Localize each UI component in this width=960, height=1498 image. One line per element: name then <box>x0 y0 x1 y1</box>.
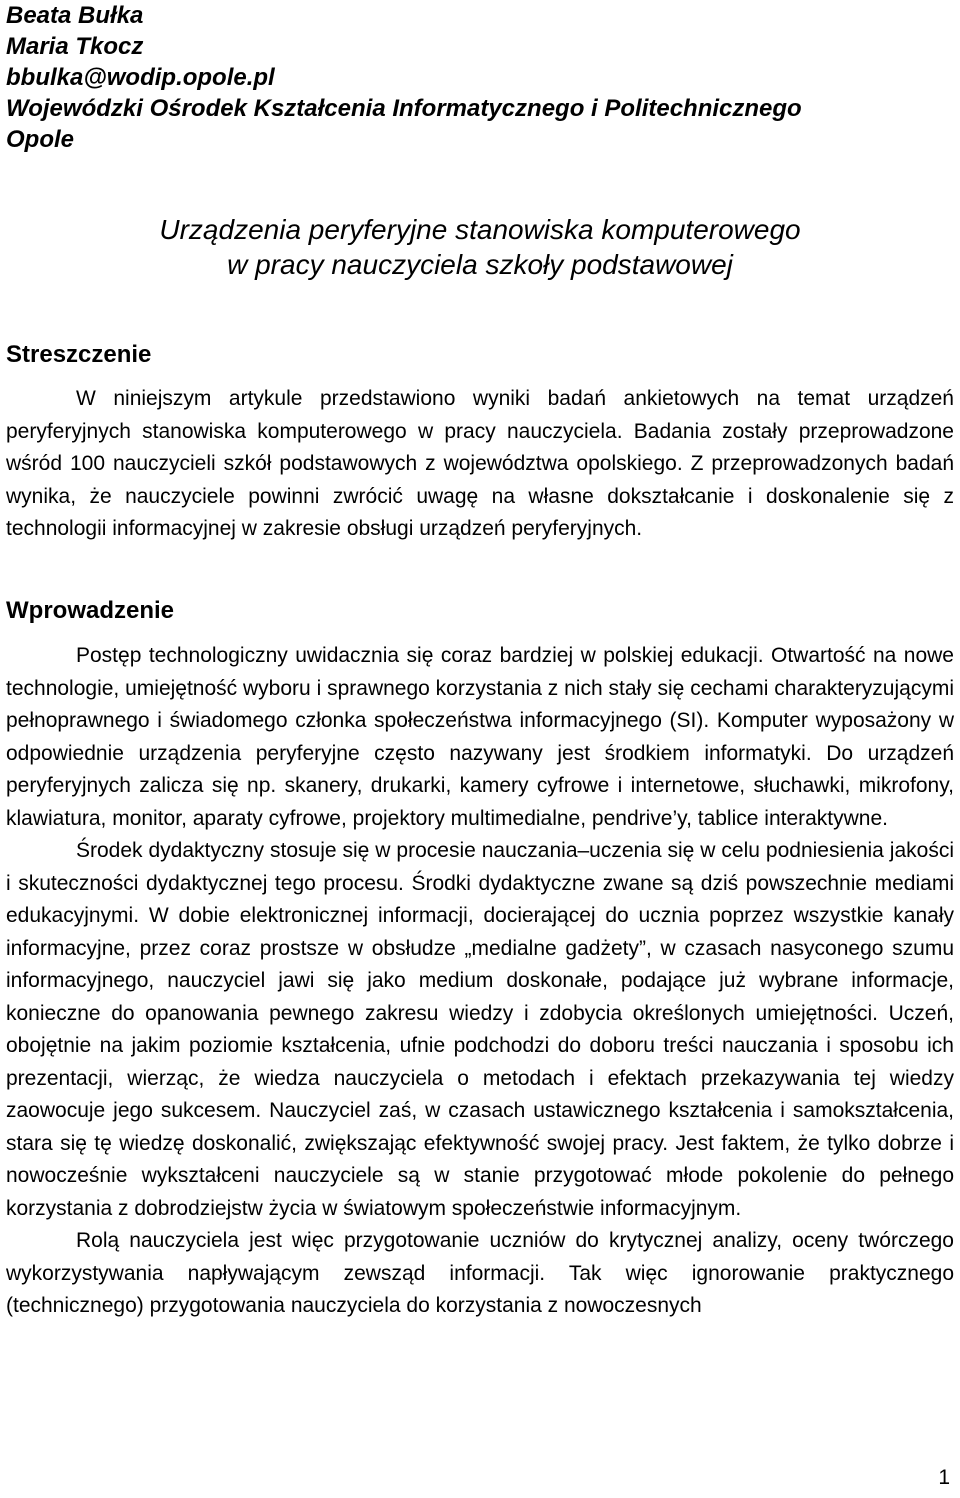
paper-title-line: Urządzenia peryferyjne stanowiska komputerowego <box>159 214 801 245</box>
abstract-body <box>6 383 954 546</box>
intro-heading: Wprowadzenie <box>6 597 175 624</box>
paper-title <box>80 212 880 282</box>
author-name: Beata Bułka <box>6 2 144 29</box>
author-name: Maria Tkocz <box>6 33 144 60</box>
author-block <box>6 0 936 155</box>
intro-paragraph: Środek dydaktyczny stosuje się w procesie nauczania–uczenia się w celu podniesienia jakości i skuteczności dydaktycznej tego procesu. Środki dydaktyczne zwane są dziś powszechnie mediami edukacyjnymi. W dobie elektronicznej informacji, docierającej do ucznia poprzez wszystkie kanały informacyjne, przez coraz prostsze w obsłudze „medialne gadżety”, w czasach nasyconego szumu informacyjnego, nauczyciel jawi się jako medium doskonałe, podające już wybrane informacje, konieczne do opanowania pewnego zakresu wiedzy i zdobycia określonych umiejętności. Uczeń, obojętnie na jakim poziomie kształcenia, ufnie podchodzi do doboru treści nauczania i sposobu ich prezentacji, wierząc, że wiedza nauczyciela o metodach i efektach przekazywania tej wiedzy zaowocuje jego sukcesem. Nauczyciel zaś, w czasach ustawicznego kształcenia i samokształcenia, stara się tę wiedzę doskonalić, zwiększając efektywność swojej pracy. Jest faktem, że tylko dobrze i nowocześnie wykształceni nauczyciele są w stanie przygotować młode pokolenie do pełnego korzystania z dobrodziejstw życia w światowym społeczeństwie informacyjnym. <box>6 839 954 1220</box>
intro-paragraph: Rolą nauczyciela jest więc przygotowanie uczniów do krytycznej analizy, oceny twórczego wykorzystywania napływającym zewsząd informacji. Tak więc ignorowanie praktycznego (technicznego) przygotowania nauczyciela do korzystania z nowoczesnych <box>6 1229 954 1317</box>
page-number: 1 <box>938 1466 950 1489</box>
abstract-heading: Streszczenie <box>6 341 152 368</box>
intro-body <box>6 640 954 1323</box>
author-email: bbulka@wodip.opole.pl <box>6 64 275 91</box>
author-institution: Wojewódzki Ośrodek Kształcenia Informatycznego i Politechnicznego <box>6 95 802 122</box>
paper-title-line: w pracy nauczyciela szkoły podstawowej <box>227 249 733 280</box>
abstract-paragraph: W niniejszym artykule przedstawiono wyniki badań ankietowych na temat urządzeń peryferyjnych stanowiska komputerowego w pracy nauczyciela. Badania zostały przeprowadzone wśród 100 nauczycieli szkół podstawowych z województwa opolskiego. Z przeprowadzonych badań wynika, że nauczyciele powinni zwrócić uwagę na własne dokształcanie i doskonalenie się z technologii informacyjnej w zakresie obsługi urządzeń peryferyjnych. <box>6 387 954 540</box>
intro-paragraph: Postęp technologiczny uwidacznia się coraz bardziej w polskiej edukacji. Otwartość na nowe technologie, umiejętność wyboru i sprawnego korzystania z nich stały się cechami charakteryzującymi pełnoprawnego i świadomego członka społeczeństwa informacyjnego (SI). Komputer wyposażony w odpowiednie urządzenia peryferyjne często nazywany jest środkiem informatyki. Do urządzeń peryferyjnych zalicza się np. skanery, drukarki, kamery cyfrowe i internetowe, słuchawki, mikrofony, klawiatura, monitor, aparaty cyfrowe, projektory multimedialne, pendrive’y, tablice interaktywne. <box>6 644 954 830</box>
author-city: Opole <box>6 126 75 153</box>
